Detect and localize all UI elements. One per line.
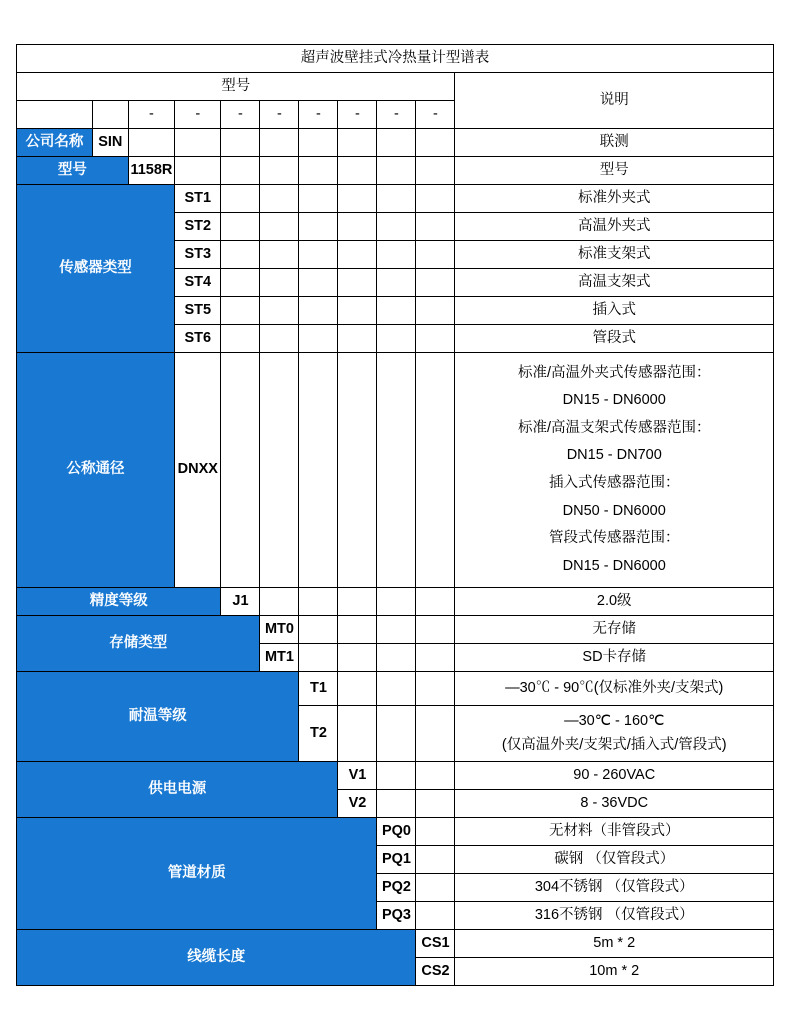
blank-t2-1 xyxy=(338,706,377,762)
desc-accuracy: 2.0级 xyxy=(455,588,774,616)
blank-v2-2 xyxy=(416,790,455,818)
blank-v1-1 xyxy=(377,762,416,790)
code-temperature-2: T2 xyxy=(299,706,338,762)
blank-dn-6 xyxy=(416,353,455,588)
blank-company-8 xyxy=(416,129,455,157)
blank-model-4 xyxy=(299,157,338,185)
code-cable-length-1: CS1 xyxy=(416,930,455,958)
blank-mt0-1 xyxy=(299,616,338,644)
dash-cell-6: - xyxy=(338,101,377,129)
code-power-1: V1 xyxy=(338,762,377,790)
blank-st3-4 xyxy=(338,241,377,269)
row-nominal-diameter xyxy=(17,353,774,588)
code-storage-2: MT1 xyxy=(260,644,299,672)
dash-cell-5: - xyxy=(299,101,338,129)
label-temperature: 耐温等级 xyxy=(17,672,299,762)
table-title-row xyxy=(17,45,774,73)
row-company xyxy=(17,129,774,157)
row-model xyxy=(17,157,774,185)
desc-sensor-type-6: 管段式 xyxy=(455,325,774,353)
header-description: 说明 xyxy=(455,73,774,129)
blank-model-7 xyxy=(416,157,455,185)
desc-company: 联测 xyxy=(455,129,774,157)
desc-sensor-type-1: 标准外夹式 xyxy=(455,185,774,213)
blank-pq0-1 xyxy=(416,818,455,846)
blank-st1-4 xyxy=(338,185,377,213)
code-model: 1158R xyxy=(128,157,174,185)
blank-st4-2 xyxy=(260,269,299,297)
code-sensor-type-6: ST6 xyxy=(175,325,221,353)
desc-pipe-material-3: 304不锈钢 （仅管段式） xyxy=(455,874,774,902)
code-sensor-type-2: ST2 xyxy=(175,213,221,241)
blank-pq3-1 xyxy=(416,902,455,930)
blank-st4-3 xyxy=(299,269,338,297)
blank-st3-1 xyxy=(221,241,260,269)
blank-company-6 xyxy=(338,129,377,157)
dash-cell-blank-1 xyxy=(17,101,93,129)
row-cable-length-1 xyxy=(17,930,774,958)
blank-st2-3 xyxy=(299,213,338,241)
row-power-1 xyxy=(17,762,774,790)
desc-power-1: 90 - 260VAC xyxy=(455,762,774,790)
blank-acc-2 xyxy=(299,588,338,616)
desc-temperature-2 xyxy=(455,706,774,762)
label-nominal-diameter: 公称通径 xyxy=(17,353,175,588)
code-sensor-type-1: ST1 xyxy=(175,185,221,213)
desc-sensor-type-3: 标准支架式 xyxy=(455,241,774,269)
blank-v1-2 xyxy=(416,762,455,790)
blank-mt0-4 xyxy=(416,616,455,644)
blank-company-1 xyxy=(128,129,174,157)
blank-company-4 xyxy=(260,129,299,157)
header-model-group: 型号 xyxy=(17,73,455,101)
code-accuracy: J1 xyxy=(221,588,260,616)
blank-st1-2 xyxy=(260,185,299,213)
code-pipe-material-4: PQ3 xyxy=(377,902,416,930)
code-sensor-type-4: ST4 xyxy=(175,269,221,297)
code-nominal-diameter: DNXX xyxy=(175,353,221,588)
code-sensor-type-3: ST3 xyxy=(175,241,221,269)
blank-st2-5 xyxy=(377,213,416,241)
row-accuracy xyxy=(17,588,774,616)
desc-sensor-type-2: 高温外夹式 xyxy=(455,213,774,241)
desc-power-2: 8 - 36VDC xyxy=(455,790,774,818)
blank-mt1-1 xyxy=(299,644,338,672)
blank-st2-2 xyxy=(260,213,299,241)
desc-pipe-material-2: 碳钢 （仅管段式） xyxy=(455,846,774,874)
blank-mt1-3 xyxy=(377,644,416,672)
blank-dn-1 xyxy=(221,353,260,588)
blank-st6-2 xyxy=(260,325,299,353)
desc-temperature-2-text: —30℃ - 160℃ (仅高温外夹/支架式/插入式/管段式) xyxy=(501,713,727,753)
dash-cell-2: - xyxy=(175,101,221,129)
blank-st2-4 xyxy=(338,213,377,241)
blank-st4-6 xyxy=(416,269,455,297)
blank-dn-5 xyxy=(377,353,416,588)
blank-st6-4 xyxy=(338,325,377,353)
blank-t1-1 xyxy=(338,672,377,706)
code-storage-1: MT0 xyxy=(260,616,299,644)
blank-st1-1 xyxy=(221,185,260,213)
table-header-row xyxy=(17,73,774,101)
blank-st6-3 xyxy=(299,325,338,353)
blank-acc-4 xyxy=(377,588,416,616)
blank-mt1-2 xyxy=(338,644,377,672)
blank-dn-4 xyxy=(338,353,377,588)
blank-model-5 xyxy=(338,157,377,185)
blank-st1-5 xyxy=(377,185,416,213)
dash-cell-7: - xyxy=(377,101,416,129)
dash-cell-1: - xyxy=(128,101,174,129)
label-cable-length: 线缆长度 xyxy=(17,930,416,986)
blank-model-3 xyxy=(260,157,299,185)
blank-model-1 xyxy=(175,157,221,185)
blank-st2-1 xyxy=(221,213,260,241)
code-pipe-material-3: PQ2 xyxy=(377,874,416,902)
blank-v2-1 xyxy=(377,790,416,818)
dash-cell-3: - xyxy=(221,101,260,129)
label-storage: 存储类型 xyxy=(17,616,260,672)
blank-company-7 xyxy=(377,129,416,157)
blank-st3-6 xyxy=(416,241,455,269)
blank-mt1-4 xyxy=(416,644,455,672)
blank-st5-5 xyxy=(377,297,416,325)
blank-st5-2 xyxy=(260,297,299,325)
blank-t2-3 xyxy=(416,706,455,762)
label-pipe-material: 管道材质 xyxy=(17,818,377,930)
dash-cell-8: - xyxy=(416,101,455,129)
row-temperature-1 xyxy=(17,672,774,706)
code-sensor-type-5: ST5 xyxy=(175,297,221,325)
blank-st3-3 xyxy=(299,241,338,269)
blank-pq1-1 xyxy=(416,846,455,874)
label-model: 型号 xyxy=(17,157,129,185)
blank-st3-5 xyxy=(377,241,416,269)
blank-company-3 xyxy=(221,129,260,157)
desc-pipe-material-4: 316不锈钢 （仅管段式） xyxy=(455,902,774,930)
desc-cable-length-2: 10m * 2 xyxy=(455,958,774,986)
product-spec-table xyxy=(16,44,774,986)
blank-t1-3 xyxy=(416,672,455,706)
blank-pq2-1 xyxy=(416,874,455,902)
row-sensor-type-1 xyxy=(17,185,774,213)
blank-t1-2 xyxy=(377,672,416,706)
blank-mt0-3 xyxy=(377,616,416,644)
code-temperature-1: T1 xyxy=(299,672,338,706)
blank-mt0-2 xyxy=(338,616,377,644)
blank-t2-2 xyxy=(377,706,416,762)
blank-st5-4 xyxy=(338,297,377,325)
blank-model-2 xyxy=(221,157,260,185)
blank-st2-6 xyxy=(416,213,455,241)
blank-st4-1 xyxy=(221,269,260,297)
page-title: 超声波壁挂式冷热量计型谱表 xyxy=(17,45,774,73)
code-cable-length-2: CS2 xyxy=(416,958,455,986)
code-pipe-material-1: PQ0 xyxy=(377,818,416,846)
desc-storage-2: SD卡存储 xyxy=(455,644,774,672)
blank-st1-3 xyxy=(299,185,338,213)
blank-acc-3 xyxy=(338,588,377,616)
code-power-2: V2 xyxy=(338,790,377,818)
label-power: 供电电源 xyxy=(17,762,338,818)
label-sensor-type: 传感器类型 xyxy=(17,185,175,353)
blank-st5-3 xyxy=(299,297,338,325)
blank-st6-6 xyxy=(416,325,455,353)
dash-cell-4: - xyxy=(260,101,299,129)
blank-dn-3 xyxy=(299,353,338,588)
desc-sensor-type-4: 高温支架式 xyxy=(455,269,774,297)
blank-st3-2 xyxy=(260,241,299,269)
blank-st6-5 xyxy=(377,325,416,353)
dash-cell-blank-2 xyxy=(92,101,128,129)
desc-pipe-material-1: 无材料（非管段式） xyxy=(455,818,774,846)
code-company: SIN xyxy=(92,129,128,157)
blank-st4-4 xyxy=(338,269,377,297)
row-pipe-material-1 xyxy=(17,818,774,846)
desc-nominal-diameter-text: 标准/高温外夹式传感器范围： DN15 - DN6000 标准/高温支架式传感器范围： DN15 - DN700 插入式传感器范围： DN50 - DN6000 管段式传感器范围： DN15 - DN6000 xyxy=(517,364,711,574)
label-accuracy: 精度等级 xyxy=(17,588,221,616)
blank-st5-1 xyxy=(221,297,260,325)
blank-acc-1 xyxy=(260,588,299,616)
desc-cable-length-1: 5m * 2 xyxy=(455,930,774,958)
blank-st5-6 xyxy=(416,297,455,325)
desc-nominal-diameter xyxy=(455,353,774,588)
desc-sensor-type-5: 插入式 xyxy=(455,297,774,325)
desc-temperature-1: —30℃ - 90℃(仅标准外夹/支架式) xyxy=(455,672,774,706)
row-storage-1 xyxy=(17,616,774,644)
desc-storage-1: 无存储 xyxy=(455,616,774,644)
blank-st4-5 xyxy=(377,269,416,297)
blank-acc-5 xyxy=(416,588,455,616)
blank-model-6 xyxy=(377,157,416,185)
blank-st1-6 xyxy=(416,185,455,213)
blank-dn-2 xyxy=(260,353,299,588)
label-company: 公司名称 xyxy=(17,129,93,157)
code-pipe-material-2: PQ1 xyxy=(377,846,416,874)
blank-company-2 xyxy=(175,129,221,157)
blank-st6-1 xyxy=(221,325,260,353)
desc-model: 型号 xyxy=(455,157,774,185)
blank-company-5 xyxy=(299,129,338,157)
